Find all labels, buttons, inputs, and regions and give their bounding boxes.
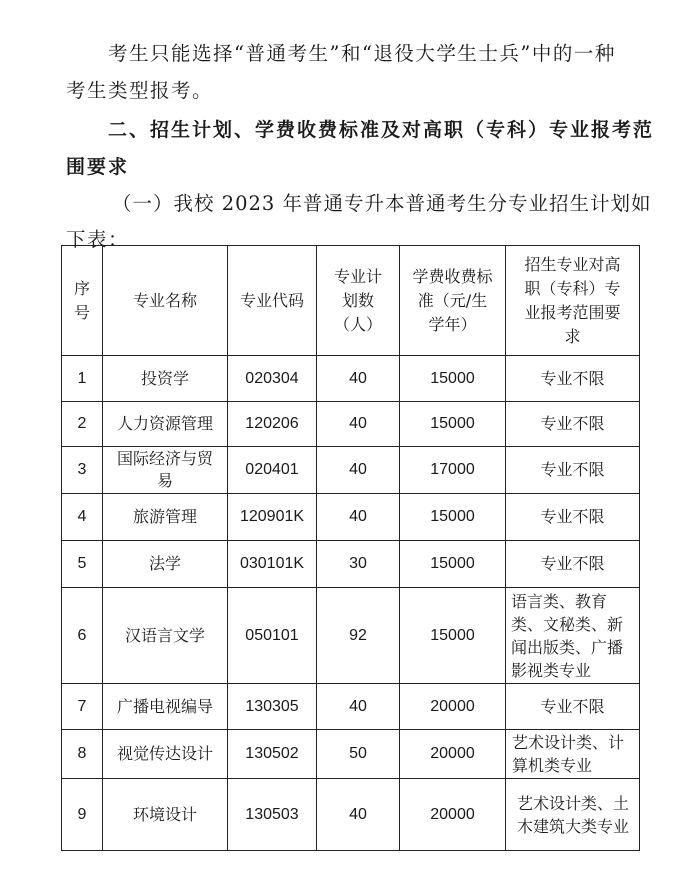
- cell-plan-count: 40: [317, 402, 400, 447]
- cell-seq: 5: [62, 541, 103, 588]
- cell-major-name: 汉语言文学: [103, 588, 228, 684]
- cell-seq: 1: [62, 356, 103, 402]
- cell-requirement: 专业不限: [506, 447, 640, 494]
- cell-major-code: 130503: [228, 779, 317, 851]
- paragraph-3-line-1: （一）我校 2023 年普通专升本普通考生分专业招生计划如: [112, 192, 652, 215]
- header-seq: 序号: [62, 246, 103, 356]
- cell-major-code: 120206: [228, 402, 317, 447]
- cell-major-name: 人力资源管理: [103, 402, 228, 447]
- cell-tuition: 20000: [400, 779, 506, 851]
- cell-plan-count: 50: [317, 730, 400, 779]
- cell-seq: 9: [62, 779, 103, 851]
- cell-major-name: 环境设计: [103, 779, 228, 851]
- header-major-name: 专业名称: [103, 246, 228, 356]
- cell-seq: 7: [62, 684, 103, 730]
- cell-major-code: 130305: [228, 684, 317, 730]
- cell-tuition: 15000: [400, 402, 506, 447]
- cell-major-code: 120901K: [228, 494, 317, 541]
- table-row: [62, 356, 640, 402]
- table-row: [62, 684, 640, 730]
- cell-major-name: 国际经济与贸易: [103, 447, 228, 494]
- cell-seq: 8: [62, 730, 103, 779]
- cell-requirement: 专业不限: [506, 356, 640, 402]
- cell-requirement: 专业不限: [506, 541, 640, 588]
- paragraph-1-line-2: 考生类型报考。: [66, 79, 214, 102]
- cell-plan-count: 40: [317, 356, 400, 402]
- header-plan-count: 专业计划数（人）: [317, 246, 400, 356]
- table-row: [62, 779, 640, 851]
- cell-plan-count: 92: [317, 588, 400, 684]
- cell-seq: 4: [62, 494, 103, 541]
- cell-plan-count: 40: [317, 447, 400, 494]
- cell-tuition: 17000: [400, 447, 506, 494]
- cell-requirement: 艺术设计类、土木建筑大类专业: [506, 779, 640, 851]
- cell-plan-count: 30: [317, 541, 400, 588]
- cell-requirement: 专业不限: [506, 494, 640, 541]
- cell-requirement: 专业不限: [506, 684, 640, 730]
- cell-tuition: 15000: [400, 356, 506, 402]
- table-row: [62, 588, 640, 684]
- table-row: [62, 402, 640, 447]
- header-tuition: 学费收费标准（元/生学年）: [400, 246, 506, 356]
- cell-major-name: 旅游管理: [103, 494, 228, 541]
- enrollment-plan-table: [61, 245, 640, 851]
- section-heading-line-1: 二、招生计划、学费收费标准及对高职（专科）专业报考范: [108, 119, 655, 141]
- cell-plan-count: 40: [317, 779, 400, 851]
- cell-tuition: 15000: [400, 541, 506, 588]
- cell-plan-count: 40: [317, 684, 400, 730]
- cell-tuition: 20000: [400, 684, 506, 730]
- cell-tuition: 15000: [400, 588, 506, 684]
- table-row: [62, 447, 640, 494]
- cell-requirement: 艺术设计类、计算机类专业: [506, 730, 640, 779]
- table-header-row: [62, 246, 640, 356]
- cell-tuition: 15000: [400, 494, 506, 541]
- cell-major-code: 130502: [228, 730, 317, 779]
- paragraph-1-line-1: 考生只能选择“普通考生”和“退役大学生士兵”中的一种: [108, 42, 616, 65]
- cell-major-code: 020401: [228, 447, 317, 494]
- cell-requirement: 专业不限: [506, 402, 640, 447]
- cell-seq: 6: [62, 588, 103, 684]
- cell-requirement: 语言类、教育类、文秘类、新闻出版类、广播影视类专业: [506, 588, 640, 684]
- cell-tuition: 20000: [400, 730, 506, 779]
- header-requirement: 招生专业对高职（专科）专业报考范围要求: [506, 246, 640, 356]
- cell-major-name: 广播电视编导: [103, 684, 228, 730]
- header-major-code: 专业代码: [228, 246, 317, 356]
- cell-major-code: 050101: [228, 588, 317, 684]
- cell-major-code: 030101K: [228, 541, 317, 588]
- cell-major-name: 法学: [103, 541, 228, 588]
- section-heading-line-2: 围要求: [66, 156, 130, 178]
- cell-seq: 2: [62, 402, 103, 447]
- table-row: [62, 541, 640, 588]
- cell-seq: 3: [62, 447, 103, 494]
- cell-major-name: 视觉传达设计: [103, 730, 228, 779]
- cell-major-name: 投资学: [103, 356, 228, 402]
- table-row: [62, 494, 640, 541]
- paragraph-3-line-2: 下表：: [66, 228, 130, 251]
- cell-plan-count: 40: [317, 494, 400, 541]
- table-row: [62, 730, 640, 779]
- cell-major-code: 020304: [228, 356, 317, 402]
